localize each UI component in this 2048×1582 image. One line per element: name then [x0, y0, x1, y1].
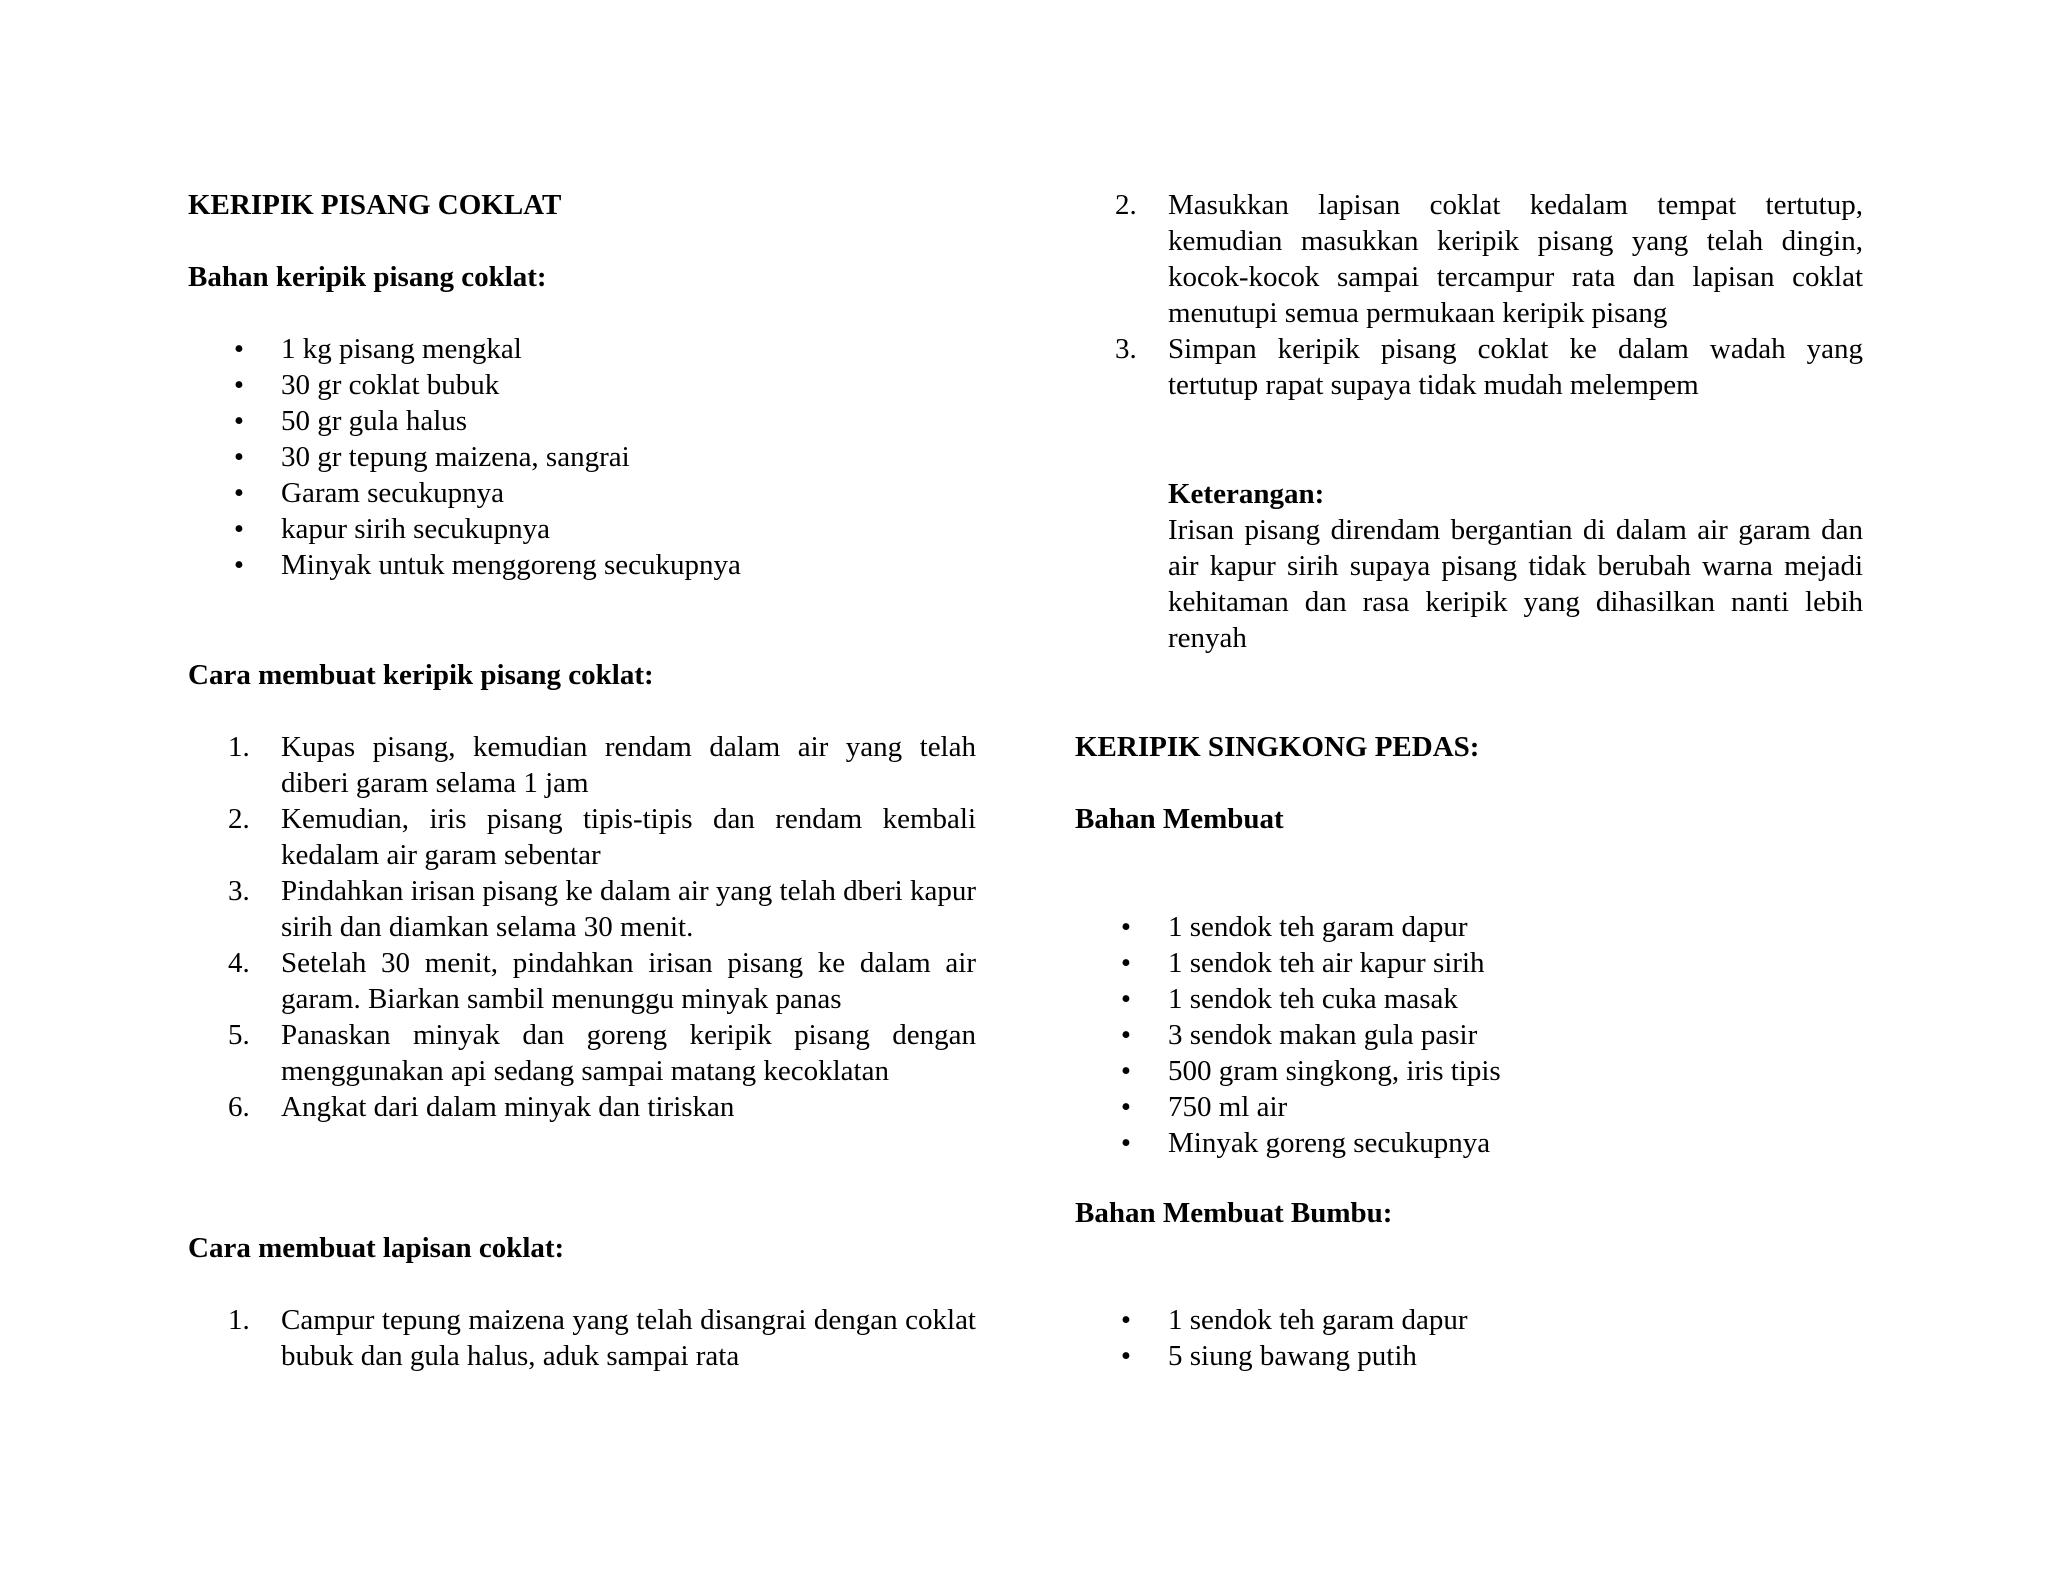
list-item: • 3 sendok makan gula pasir [1120, 1019, 1478, 1051]
list-item: • 30 gr coklat bubuk [233, 369, 500, 401]
recipe1-coating-heading: Cara membuat lapisan coklat: [188, 1232, 565, 1264]
step-number: 3. [1115, 333, 1137, 365]
list-item: 5. Panaskan minyak dan goreng keripik pisang dengan menggunakan api sedang sampai matang kecoklatan [228, 1019, 976, 1087]
recipe2-ingredients-list [1075, 909, 1863, 1161]
left-column [188, 0, 976, 1582]
list-item: 4. Setelah 30 menit, pindahkan irisan pisang ke dalam air garam. Biarkan sambil menunggu minyak panas [228, 947, 976, 1015]
list-item: • Minyak untuk menggoreng secukupnya [233, 549, 741, 581]
note-heading: Keterangan: [1168, 478, 1325, 510]
step-number: 2. [228, 803, 250, 835]
list-item: 2. Kemudian, iris pisang tipis-tipis dan rendam kembali kedalam air garam sebentar [228, 803, 976, 871]
bullet-icon: • [1120, 1091, 1132, 1123]
recipe1-steps-heading: Cara membuat keripik pisang coklat: [188, 659, 654, 691]
step-number: 1. [228, 1304, 250, 1336]
list-item: 6. Angkat dari dalam minyak dan tiriskan [228, 1091, 735, 1123]
list-item: • Minyak goreng secukupnya [1120, 1127, 1491, 1159]
step-number: 2. [1115, 189, 1137, 221]
bullet-icon: • [1120, 911, 1132, 943]
bullet-icon: • [233, 441, 245, 473]
note-text: Irisan pisang direndam bergantian di dalam air garam dan air kapur sirih supaya pisang tidak berubah warna mejadi kehitaman dan rasa keripik yang dihasilkan nanti lebih renyah [1168, 514, 1863, 654]
bullet-icon: • [1120, 1340, 1132, 1372]
step-number: 4. [228, 947, 250, 979]
list-item: • 5 siung bawang putih [1120, 1340, 1417, 1372]
list-item: 2. Masukkan lapisan coklat kedalam tempat tertutup, kemudian masukkan keripik pisang yang telah dingin, kocok-kocok sampai tercampur rata dan lapisan coklat menutupi semua permukaan keripik pisang [1115, 189, 1863, 329]
recipe1-ingredients-heading: Bahan keripik pisang coklat: [188, 261, 547, 293]
step-number: 1. [228, 731, 250, 763]
right-column [1075, 0, 1863, 1582]
list-item: 1. Kupas pisang, kemudian rendam dalam air yang telah diberi garam selama 1 jam [228, 731, 976, 799]
bullet-icon: • [1120, 1304, 1132, 1336]
bullet-icon: • [1120, 1127, 1132, 1159]
list-item: • kapur sirih secukupnya [233, 513, 550, 545]
recipe2-spice-list [1075, 1302, 1863, 1374]
list-item: • 1 sendok teh garam dapur [1120, 1304, 1468, 1336]
list-item: • 30 gr tepung maizena, sangrai [233, 441, 630, 473]
step-number: 5. [228, 1019, 250, 1051]
list-item: • 1 sendok teh air kapur sirih [1120, 947, 1485, 979]
list-item: 3. Pindahkan irisan pisang ke dalam air yang telah dberi kapur sirih dan diamkan selama 30 menit. [228, 875, 976, 943]
list-item: • 750 ml air [1120, 1091, 1288, 1123]
recipe1-ingredients-list [188, 331, 976, 583]
recipe1-note [1168, 476, 1863, 656]
recipe2-spice-heading: Bahan Membuat Bumbu: [1075, 1197, 1393, 1229]
list-item: 1. Campur tepung maizena yang telah disangrai dengan coklat bubuk dan gula halus, aduk sampai rata [228, 1304, 976, 1372]
bullet-icon: • [1120, 1055, 1132, 1087]
bullet-icon: • [233, 549, 245, 581]
list-item: • 50 gr gula halus [233, 405, 468, 437]
step-number: 3. [228, 875, 250, 907]
list-item: • Garam secukupnya [233, 477, 505, 509]
list-item: 3. Simpan keripik pisang coklat ke dalam wadah yang tertutup rapat supaya tidak mudah melempem [1115, 333, 1863, 401]
recipe1-title: KERIPIK PISANG COKLAT [188, 189, 562, 221]
bullet-icon: • [233, 333, 245, 365]
bullet-icon: • [233, 369, 245, 401]
list-item: • 1 kg pisang mengkal [233, 333, 522, 365]
bullet-icon: • [233, 405, 245, 437]
recipe1-steps-list [188, 729, 976, 1125]
recipe1-coating-list-part1 [188, 1302, 976, 1374]
step-number: 6. [228, 1091, 250, 1123]
list-item: • 500 gram singkong, iris tipis [1120, 1055, 1501, 1087]
list-item: • 1 sendok teh garam dapur [1120, 911, 1468, 943]
bullet-icon: • [1120, 983, 1132, 1015]
recipe2-title: KERIPIK SINGKONG PEDAS: [1075, 731, 1480, 763]
bullet-icon: • [233, 477, 245, 509]
list-item: • 1 sendok teh cuka masak [1120, 983, 1458, 1015]
bullet-icon: • [1120, 947, 1132, 979]
bullet-icon: • [233, 513, 245, 545]
recipe1-coating-list-part2 [1075, 187, 1863, 403]
recipe2-ingredients-heading: Bahan Membuat [1075, 803, 1284, 835]
bullet-icon: • [1120, 1019, 1132, 1051]
